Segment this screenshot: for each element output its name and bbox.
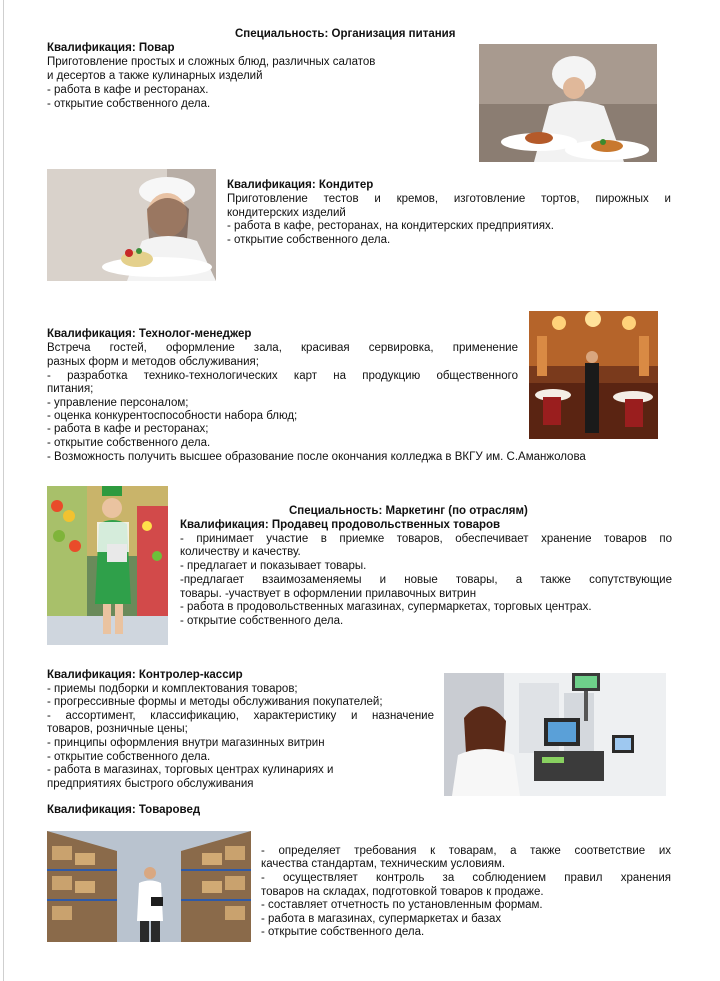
- restaurant-hall-photo: [529, 311, 658, 439]
- q-konditer-line: - работа в кафе, ресторанах, на кондитерских предприятиях.: [227, 220, 554, 232]
- q-cashier-line: - работа в магазинах, торговых центрах кулинариях и: [47, 764, 334, 776]
- q-tech-line: - разработка технико-технологических карт на продукцию общественного: [47, 370, 518, 382]
- q-tovaroved-line: товаров на складах, подготовкой товаров к продаже.: [261, 886, 544, 898]
- pastry-chef-photo: [47, 169, 216, 281]
- q-cashier-line: товаров, розничные цены;: [47, 723, 188, 735]
- q-seller-line: - принимает участие в приемке товаров, обеспечивает хранение товаров по: [180, 533, 672, 545]
- q-cashier-line: - принципы оформления внутри магазинных витрин: [47, 737, 325, 749]
- q-konditer-line: Приготовление тестов и кремов, изготовление тортов, пирожных и: [227, 193, 671, 205]
- q-povar-line: - открытие собственного дела.: [47, 98, 211, 110]
- q-seller-line: количеству и качеству.: [180, 546, 301, 558]
- warehouse-photo: [47, 831, 251, 942]
- q-cashier-line: - ассортимент, классификацию, характеристику и назначение: [47, 710, 434, 722]
- q-cashier-line: - открытие собственного дела.: [47, 751, 211, 763]
- chef-photo: [479, 44, 657, 162]
- q-seller-line: товары. -участвует в оформлении прилавочных витрин: [180, 588, 477, 600]
- q-povar-line: Приготовление простых и сложных блюд, различных салатов: [47, 56, 376, 68]
- q-konditer-line: кондитерских изделий: [227, 207, 346, 219]
- q-tovaroved-line: качества стандартам, техническим условиям.: [261, 858, 506, 870]
- q-seller-line: -предлагает взаимозаменяемы и новые товары, а также сопутствующие: [180, 574, 672, 586]
- q-konditer-title: Квалификация: Кондитер: [227, 179, 374, 191]
- q-seller-line: - открытие собственного дела.: [180, 615, 344, 627]
- q-tech-line: - открытие собственного дела.: [47, 437, 211, 449]
- spec1-title: Специальность: Организация питания: [235, 28, 456, 40]
- q-cashier-title: Квалификация: Контролер-кассир: [47, 669, 243, 681]
- q-tovaroved-line: - работа в магазинах, супермаркетах и базах: [261, 913, 502, 925]
- q-tech-line: разных форм и методов обслуживания;: [47, 356, 259, 368]
- q-konditer-line: - открытие собственного дела.: [227, 234, 391, 246]
- food-seller-photo: [47, 486, 168, 645]
- q-tech-line: Встреча гостей, оформление зала, красивая сервировка, применение: [47, 342, 518, 354]
- q-tovaroved-line: - определяет требования к товарам, а также соответствие их: [261, 845, 671, 857]
- q-povar-line: - работа в кафе и ресторанах.: [47, 84, 209, 96]
- q-tovaroved-line: - открытие собственного дела.: [261, 926, 425, 938]
- q-tovaroved-title: Квалификация: Товаровед: [47, 804, 201, 816]
- q-tech-line: - управление персоналом;: [47, 397, 189, 409]
- q-tech-line: питания;: [47, 383, 94, 395]
- q-seller-title: Квалификация: Продавец продовольственных товаров: [180, 519, 501, 531]
- page-edge: [3, 0, 4, 981]
- q-povar-title: Квалификация: Повар: [47, 42, 175, 54]
- spec2-title: Специальность: Маркетинг (по отраслям): [289, 505, 528, 517]
- q-povar-line: и десертов а также кулинарных изделий: [47, 70, 263, 82]
- q-cashier-line: предприятиях быстрого обслуживания: [47, 778, 254, 790]
- cashier-photo: [444, 673, 666, 796]
- q-tovaroved-line: - осуществляет контроль за соблюдением правил хранения: [261, 872, 671, 884]
- q-tech-title: Квалификация: Технолог-менеджер: [47, 328, 252, 340]
- q-seller-line: - работа в продовольственных магазинах, супермаркетах, торговых центрах.: [180, 601, 592, 613]
- q-tech-line: - оценка конкурентоспособности набора блюд;: [47, 410, 298, 422]
- q-seller-line: - предлагает и показывает товары.: [180, 560, 367, 572]
- q-cashier-line: - прогрессивные формы и методы обслуживания покупателей;: [47, 696, 383, 708]
- q-tovaroved-line: - составляет отчетность по установленным формам.: [261, 899, 543, 911]
- q-cashier-line: - приемы подборки и комплектования товаров;: [47, 683, 298, 695]
- q-tech-line: - Возможность получить высшее образование после окончания колледжа в ВКГУ им. С.Аманжолова: [47, 451, 586, 463]
- q-tech-line: - работа в кафе и ресторанах;: [47, 423, 209, 435]
